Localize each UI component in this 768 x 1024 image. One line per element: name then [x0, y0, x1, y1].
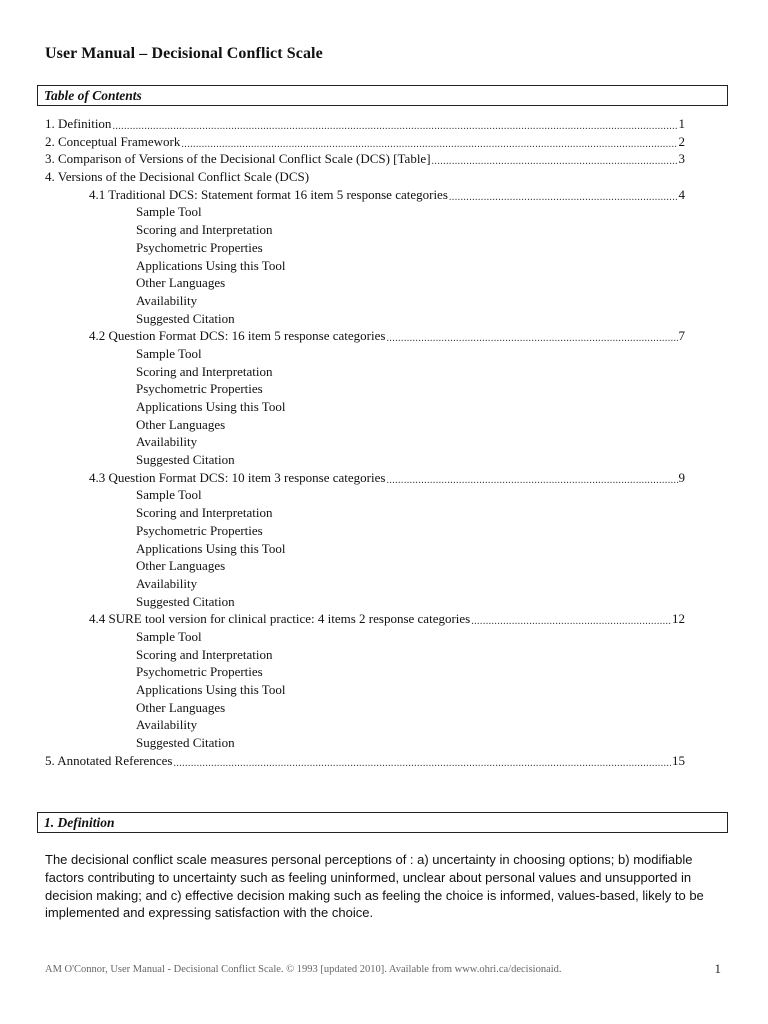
toc-entry-label: Applications Using this Tool — [136, 682, 286, 697]
toc-entry[interactable] — [45, 150, 685, 168]
toc-entry[interactable] — [45, 575, 685, 593]
toc-entry[interactable] — [45, 115, 685, 133]
toc-entry[interactable] — [45, 239, 685, 257]
toc-entry[interactable] — [45, 257, 685, 275]
toc-entry-label: Scoring and Interpretation — [136, 646, 273, 662]
toc-entry-page: 3 — [678, 151, 685, 167]
toc-entry[interactable] — [45, 380, 685, 398]
toc-entry[interactable] — [45, 522, 685, 540]
toc-entry-label: Suggested Citation — [136, 452, 235, 468]
toc-entry-label: Suggested Citation — [136, 593, 235, 609]
toc-entry-label: 4.4 SURE tool version for clinical practice: 4 items 2 response categories — [89, 611, 471, 627]
toc-entry-label: Suggested Citation — [136, 310, 235, 326]
toc-entry[interactable] — [45, 274, 685, 292]
toc-entry[interactable] — [45, 416, 685, 434]
toc-entry-label: Psychometric Properties — [136, 381, 263, 397]
toc-entry-label: Psychometric Properties — [136, 664, 263, 680]
toc-entry[interactable] — [45, 345, 685, 363]
toc-heading: Table of Contents — [37, 85, 728, 106]
page-number: 1 — [714, 961, 721, 976]
toc-dot-leader — [112, 116, 677, 130]
toc-entry[interactable] — [45, 310, 685, 328]
toc-entry-label: Scoring and Interpretation — [136, 222, 273, 238]
toc-entry-label: Applications Using this Tool — [136, 257, 286, 273]
toc-entry-label: Scoring and Interpretation — [136, 363, 273, 379]
toc-entry-page: 9 — [678, 469, 685, 485]
toc-entry[interactable] — [45, 292, 685, 310]
toc-entry[interactable] — [45, 734, 685, 752]
toc-entry-label: Availability — [136, 434, 198, 450]
toc-entry[interactable] — [45, 610, 685, 628]
toc-entry-label: Sample Tool — [136, 487, 202, 503]
toc-entry-label: Psychometric Properties — [136, 239, 263, 255]
toc-entry[interactable] — [45, 327, 685, 345]
toc-dot-leader — [432, 151, 678, 165]
toc-entry-page: 2 — [678, 133, 685, 149]
toc-entry-label: Sample Tool — [136, 628, 202, 644]
toc-dot-leader — [181, 134, 677, 148]
toc-entry[interactable] — [45, 593, 685, 611]
toc-entry-label: Other Languages — [136, 275, 226, 291]
toc-entry[interactable] — [45, 203, 685, 221]
toc-entry[interactable] — [45, 168, 685, 186]
toc-entry-label: Availability — [136, 575, 198, 591]
toc-entry-label: Sample Tool — [136, 204, 202, 220]
definition-heading: 1. Definition — [37, 812, 728, 833]
toc-entry-label: Availability — [136, 717, 198, 733]
toc-entry-page: 1 — [678, 116, 685, 131]
toc-entry-page: 7 — [678, 328, 685, 344]
toc-entry-label: Applications Using this Tool — [136, 540, 286, 556]
toc-entry-label: Applications Using this Tool — [136, 399, 286, 414]
toc-dot-leader — [386, 470, 677, 484]
toc-entry-label: Other Languages — [136, 699, 226, 715]
toc-entry[interactable] — [45, 628, 685, 646]
toc-entry[interactable] — [45, 433, 685, 451]
toc-entry[interactable] — [45, 221, 685, 239]
toc-entry-label: 4.2 Question Format DCS: 16 item 5 response categories — [89, 328, 386, 344]
toc-entry[interactable] — [45, 486, 685, 504]
toc-entry-label: 4.1 Traditional DCS: Statement format 16 item 5 response categories — [89, 186, 448, 202]
toc-dot-leader — [449, 187, 678, 201]
toc-entry[interactable] — [45, 663, 685, 681]
toc-entry[interactable] — [45, 699, 685, 717]
toc-dot-leader — [173, 753, 671, 767]
toc-entry[interactable] — [45, 398, 685, 416]
toc-entry-label: Psychometric Properties — [136, 522, 263, 538]
toc-entry-page: 15 — [672, 752, 685, 768]
toc-entry[interactable] — [45, 186, 685, 204]
toc-entry-label: 5. Annotated References — [45, 752, 173, 768]
toc-entry[interactable] — [45, 716, 685, 734]
toc-entry-label: 3. Comparison of Versions of the Decisional Conflict Scale (DCS) [Table] — [45, 151, 431, 167]
toc-entry[interactable] — [45, 557, 685, 575]
toc-entry-label: Availability — [136, 292, 198, 308]
definition-paragraph: The decisional conflict scale measures personal perceptions of : a) uncertainty in choosing options; b) modifiable factors contributing to uncertainty such as feeling uninformed, unclear about personal values and unsupported in decision making; and c) effective decision making such as feeling the choice is informed, values-based, likely to be implemented and expressing satisfaction with the choice. — [45, 852, 704, 921]
toc-entry-label: Sample Tool — [136, 345, 202, 361]
toc-entry-label: 2. Conceptual Framework — [45, 133, 181, 149]
toc-entry[interactable] — [45, 469, 685, 487]
toc-entry-label: 1. Definition — [45, 116, 112, 131]
toc-entry-label: Other Languages — [136, 416, 226, 432]
table-of-contents — [45, 115, 685, 769]
toc-entry[interactable] — [45, 451, 685, 469]
toc-entry[interactable] — [45, 363, 685, 381]
toc-entry[interactable] — [45, 752, 685, 770]
toc-entry[interactable] — [45, 133, 685, 151]
document-title: User Manual – Decisional Conflict Scale — [45, 45, 323, 62]
toc-entry-label: 4.3 Question Format DCS: 10 item 3 response categories — [89, 469, 386, 485]
toc-entry-label: Other Languages — [136, 558, 226, 574]
toc-entry[interactable] — [45, 681, 685, 699]
toc-entry[interactable] — [45, 504, 685, 522]
toc-entry-page: 4 — [678, 186, 685, 202]
toc-entry[interactable] — [45, 540, 685, 558]
toc-dot-leader — [471, 611, 671, 625]
toc-entry[interactable] — [45, 646, 685, 664]
toc-entry-label: Suggested Citation — [136, 735, 235, 751]
footer-citation: AM O'Connor, User Manual - Decisional Conflict Scale. © 1993 [updated 2010]. Available from www.ohri.ca/decisionaid. — [45, 964, 562, 975]
toc-dot-leader — [386, 328, 677, 342]
toc-entry-page: 12 — [672, 611, 685, 627]
toc-entry-label: Scoring and Interpretation — [136, 505, 273, 521]
toc-entry-label: 4. Versions of the Decisional Conflict Scale (DCS) — [45, 169, 310, 185]
